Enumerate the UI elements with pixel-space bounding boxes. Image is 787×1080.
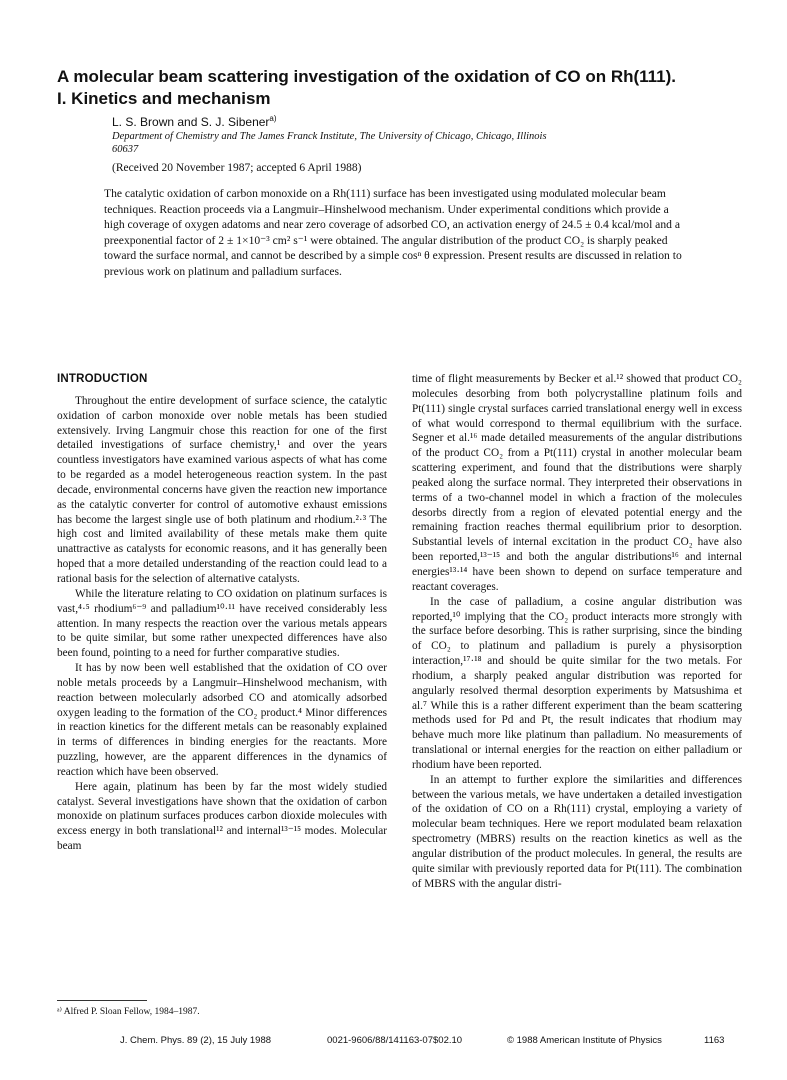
paragraph: It has by now been well established that the oxidation of CO over noble metals proceeds by a Langmuir–Hinshelwood mechanism, with reaction between molecularly adsorbed CO and atomically adsorbed oxygen leading to the formation of the CO₂ product.⁴ Minor differences in reaction kinetics for the different metals can be reasonably explained in terms of differences in binding energies for the reactants. More puzzling, however, are the apparent differences in the dynamics of reaction which have been observed.	[57, 662, 387, 778]
paragraph: Here again, platinum has been by far the most widely studied catalyst. Several investigations have shown that the oxidation of carbon monoxide on platinum surfaces produces carbon dioxide molecules with excess energy in both translational¹² and internal¹³⁻¹⁵ modes. Molecular beam	[57, 780, 387, 853]
footer-code: 0021-9606/88/141163-07$02.10	[327, 1035, 463, 1046]
authors-footnote-mark: a)	[269, 114, 277, 123]
affiliation-line-1: Department of Chemistry and The James Franck Institute, The University of Chicago, Chicago, Illinois	[112, 131, 547, 142]
right-column	[412, 372, 742, 892]
paragraph: In an attempt to further explore the similarities and differences between the various metals, we have undertaken a detailed investigation of the oxidation of CO on a Rh(111) crystal, employing a variety of molecular beam techniques. Here we report modulated beam relaxation spectrometry (MBRS) results on the reaction kinetics as well as the angular distribution of the product molecules. In general, the results are quite similar with previously reported data for Pt(111). The combination of MBRS with the angular distri-	[412, 773, 742, 890]
received-dates: (Received 20 November 1987; accepted 6 April 1988)	[112, 162, 362, 174]
title-line-1: A molecular beam scattering investigation of the oxidation of CO on Rh(111).	[57, 67, 677, 86]
paragraph: time of flight measurements by Becker et al.¹² showed that product CO₂ molecules desorbing from both polycrystalline platinum foils and Pt(111) single crystal surfaces carried translational energy well in excess of what would correspond to thermal equilibrium with the surface. Segner et al.¹⁶ made detailed measurements of the angular distributions of the product CO₂ from a Pt(111) crystal in another molecular beam scattering experiment, and found that the distributions were sharply peaked along the surface normal. They interpreted their observations in terms of a two-channel model in which a fraction of the molecules desorbs directly from a region of elevated potential energy and the remaining fraction reaches thermal equilibrium prior to desorption. Substantial levels of internal excitation in the product CO₂ have also been reported,¹³⁻¹⁵ and both the angular distributions¹⁶ and internal energies¹³·¹⁴ have been shown to depend on surface temperature and reactant coverages.	[412, 373, 742, 593]
affiliation	[112, 130, 672, 156]
title-line-2: I. Kinetics and mechanism	[57, 89, 271, 108]
abstract: The catalytic oxidation of carbon monoxide on a Rh(111) surface has been investigated using modulated molecular beam techniques. Reaction proceeds via a Langmuir–Hinshelwood mechanism. Under experimental conditions which provide a high coverage of oxygen adatoms and near zero coverage of adsorbed CO, an activation energy of 24.5 ± 0.4 kcal/mol and a preexponential factor of 2 ± 1×10⁻³ cm² s⁻¹ were obtained. The angular distribution of the product CO₂ is sharply peaked toward the surface normal, and cannot be described by a simple cosⁿ θ expression. Present results are discussed in relation to previous work on platinum and palladium surfaces.	[104, 187, 682, 278]
footnote-divider	[57, 1000, 147, 1001]
footer-journal: J. Chem. Phys. 89 (2), 15 July 1988	[120, 1035, 272, 1046]
authors-text: L. S. Brown and S. J. Sibener	[112, 115, 270, 129]
article-title	[57, 66, 757, 110]
footnote: ᵃ⁾ Alfred P. Sloan Fellow, 1984–1987.	[57, 1007, 200, 1017]
paragraph: In the case of palladium, a cosine angular distribution was reported,¹⁰ implying that the CO₂ product interacts more strongly with the surface before desorbing. This is rather surprising, since the binding of CO₂ to platinum and palladium is purely a physisorption interaction,¹⁷·¹⁸ and should be quite similar for the two metals. For rhodium, a sharply peaked angular distribution was reported for angularly resolved thermal desorption experiments by Matsushima et al.⁷ While this is a rather different experiment than the beam scattering methods used for Pd and Pt, the result indicates that rhodium may behave much more like platinum than palladium. No measurements of translational or internal energies for the reaction on either palladium or rhodium have been reported.	[412, 595, 742, 771]
affiliation-line-2: 60637	[112, 144, 139, 155]
section-heading: INTRODUCTION	[57, 373, 148, 385]
footer-page-number: 1163	[704, 1035, 725, 1046]
paragraph: While the literature relating to CO oxidation on platinum surfaces is vast,⁴·⁵ rhodium⁶⁻⁹ and palladium¹⁰·¹¹ have received considerably less attention. In many respects the reaction over the various metals appears to be quite similar, but some rather unexpected differences have also been found, pointing to a need for further comparative studies.	[57, 587, 387, 660]
paragraph: Throughout the entire development of surface science, the catalytic oxidation of carbon monoxide over noble metals has been studied extensively. Irving Langmuir chose this reaction for one of the first detailed investigations of surface chemistry,¹ and over the years countless investigators have examined various aspects of what has come to be regarded as a model heterogeneous reaction system. In the past decade, environmental concerns have given the reaction new importance as the catalytic converter for control of automotive exhaust emissions has become the largest single use of both platinum and rhodium.²·³ The high cost and limited availability of these metals make them quite unattractive as catalysts for economic reasons, and it has generally been hoped that a more detailed understanding of the reaction could lead to a rational basis for the selection of alternative catalysts.	[57, 394, 387, 585]
left-column	[57, 372, 387, 854]
author-list	[112, 114, 277, 129]
footer-copyright: © 1988 American Institute of Physics	[507, 1035, 662, 1046]
